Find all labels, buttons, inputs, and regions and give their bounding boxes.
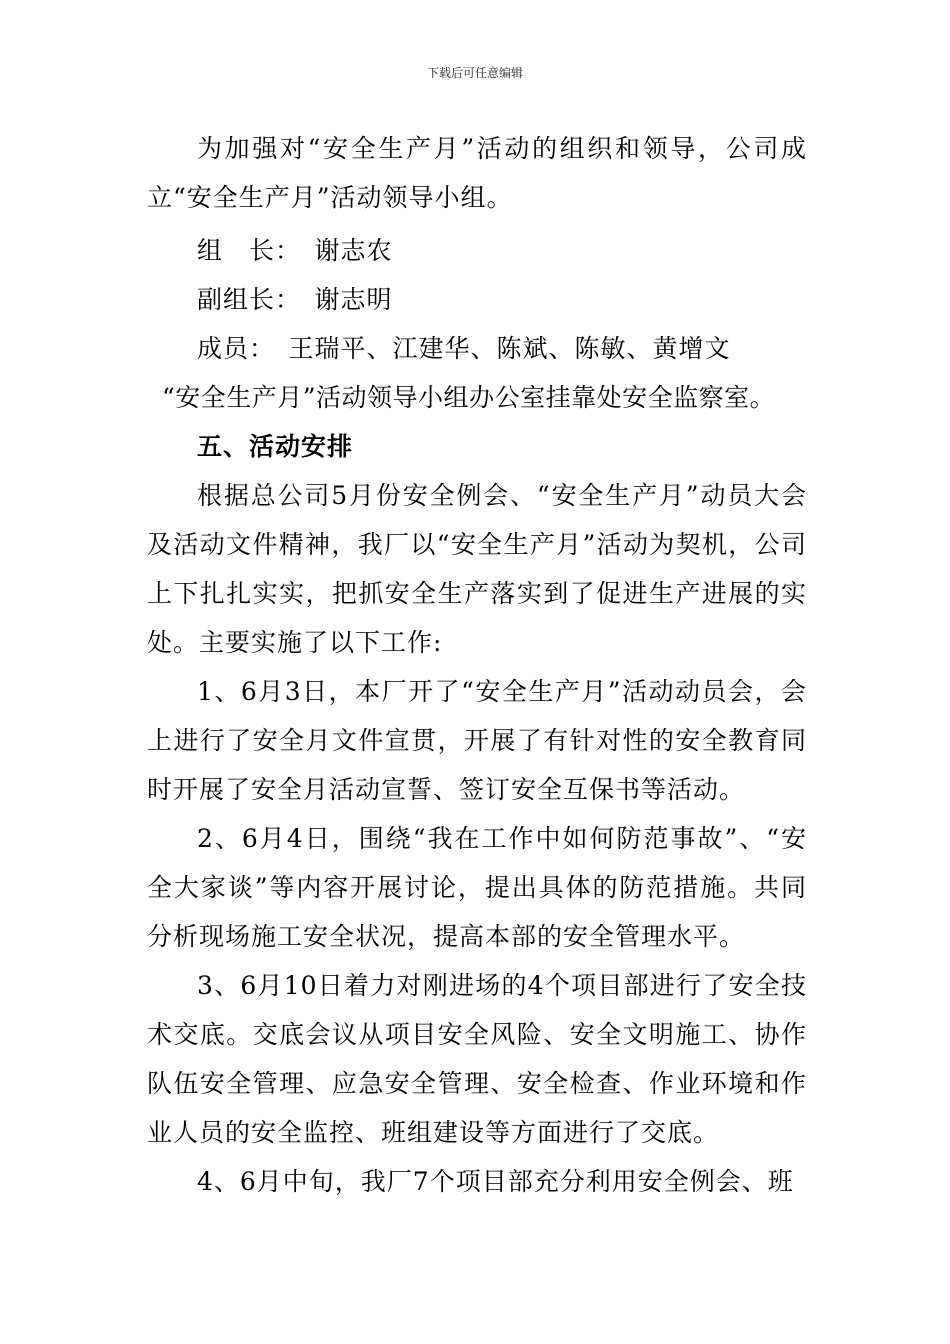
arrangement-paragraph: 根据总公司5月份安全例会、“安全生产月”动员大会及活动文件精神，我厂以“安全生产月”活动为契机，公司上下扎扎实实，把抓安全生产落实到了促进生产进展的实处。主要实施了以下工作: [147, 481, 807, 657]
list-item-1: 1、6月3日，本厂开了“安全生产月”活动动员会，会上进行了安全月文件宣贯，开展了有针对性的安全教育同时开展了安全月活动宣誓、签订安全互保书等活动。 [147, 677, 807, 804]
deputy-leader-line: 副组长： 谢志明 [197, 285, 393, 314]
list-item-4: 4、6月中旬，我厂7个项目部充分利用安全例会、班 [197, 1167, 794, 1196]
page-header-note: 下载后可任意编辑 [426, 66, 523, 80]
office-paragraph: “安全生产月”活动领导小组办公室挂靠处安全监察室。 [162, 383, 776, 412]
document-body [147, 124, 807, 1206]
intro-paragraph: 为加强对“安全生产月”活动的组织和领导，公司成立“安全生产月”活动领导小组。 [147, 134, 807, 212]
group-leader-line: 组 长： 谢志农 [197, 236, 393, 265]
list-item-3: 3、6月10日着力对刚进场的4个项目部进行了安全技术交底。交底会议从项目安全风险、安全文明施工、协作队伍安全管理、应急安全管理、安全检查、作业环境和作业人员的安全监控、班组建设等方面进行了交底。 [147, 971, 807, 1147]
members-line: 成员： 王瑞平、江建华、陈斌、陈敏、黄增文 [197, 334, 731, 363]
section-title: 五、活动安排 [197, 432, 354, 461]
list-item-2: 2、6月4日，围绕“我在工作中如何防范事故”、“安全大家谈”等内容开展讨论，提出具体的防范措施。共同分析现场施工安全状况，提高本部的安全管理水平。 [147, 824, 807, 951]
